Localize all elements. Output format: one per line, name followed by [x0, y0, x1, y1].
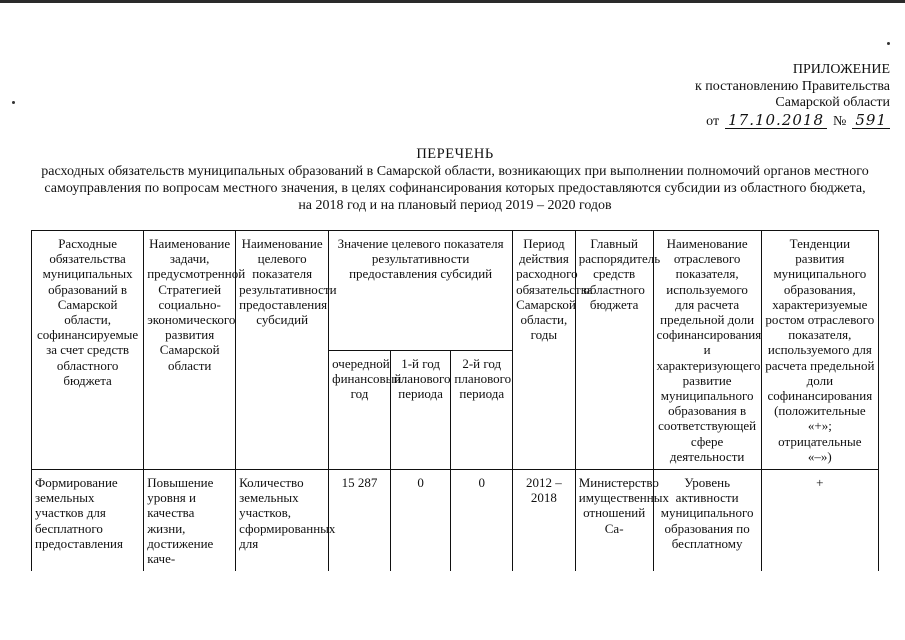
header-trend: Тенденции развития муниципального образования, характеризуемые ростом отраслевого показателя, используемого для расчета предельной доли софинансирования (положительные «+»; отрицательные «–»): [761, 231, 878, 470]
scan-speck: [12, 101, 15, 104]
decree-number: 591: [852, 112, 890, 130]
document-heading: ПЕРЕЧЕНЬ: [416, 146, 494, 162]
scan-speck: [887, 42, 890, 45]
cell-value-plan1: 0: [390, 470, 451, 572]
header-plan-year-1: 1-й год планового периода: [390, 350, 451, 470]
header-period: Период действия расходного обязательства Самарской области, годы: [513, 231, 576, 470]
appendix-date-number: [600, 112, 890, 131]
header-current-year: очередной финансовый год: [329, 350, 391, 470]
appendix-title: ПРИЛОЖЕНИЕ: [792, 62, 890, 77]
appendix-decree: к постановлению Правительства: [694, 78, 890, 94]
cell-obligation: Формирование земельных участков для бесплатного предоставления: [32, 470, 144, 572]
cell-manager: Министерство имущественных отношений Са-: [575, 470, 653, 572]
header-plan-year-2: 2-й год планового периода: [451, 350, 513, 470]
cell-value-plan2: 0: [451, 470, 513, 572]
appendix-block: [600, 62, 890, 130]
cell-value-current: 15 287: [329, 470, 391, 572]
cell-indicator: Количество земельных участков, сформированных для: [236, 470, 329, 572]
scan-top-edge: [0, 0, 905, 3]
from-label: от: [706, 113, 720, 129]
table-row: [32, 470, 879, 572]
document-title: [40, 146, 870, 214]
header-indicator: Наименование целевого показателя результативности предоставления субсидий: [236, 231, 329, 470]
number-label: №: [833, 113, 847, 129]
appendix-region: Самарской области: [775, 95, 890, 110]
obligations-table: [31, 230, 879, 571]
cell-task: Повышение уровня и качества жизни, достижение каче-: [144, 470, 236, 572]
header-manager: Главный распорядитель средств областного бюджета: [575, 231, 653, 470]
cell-trend: +: [761, 470, 878, 572]
header-task: Наименование задачи, предусмотренной Стратегией социально-экономического развития Самарской области: [144, 231, 236, 470]
decree-date: 17.10.2018: [725, 112, 827, 130]
header-obligation: Расходные обязательства муниципальных образований в Самарской области, софинансируемые за счет средств областного бюджета: [32, 231, 144, 470]
header-sector-indicator: Наименование отраслевого показателя, используемого для расчета предельной доли софинансирования и характеризующего развитие муниципального образования в соответствующей сфере деятельности: [653, 231, 761, 470]
document-subtitle: расходных обязательств муниципальных образований в Самарской области, возникающих при выполнении полномочий органов местного самоуправления по вопросам местного значения, в целях софинансирования которых предоставляются субсидии из областного бюджета, на 2018 год и на плановый период 2019 – 2020 годов: [41, 164, 869, 213]
cell-sector-indicator: Уровень активности муниципального образования по бесплатному: [653, 470, 761, 572]
cell-period: 2012 – 2018: [513, 470, 576, 572]
header-indicator-value: Значение целевого показателя результативности предоставления субсидий: [329, 231, 513, 351]
